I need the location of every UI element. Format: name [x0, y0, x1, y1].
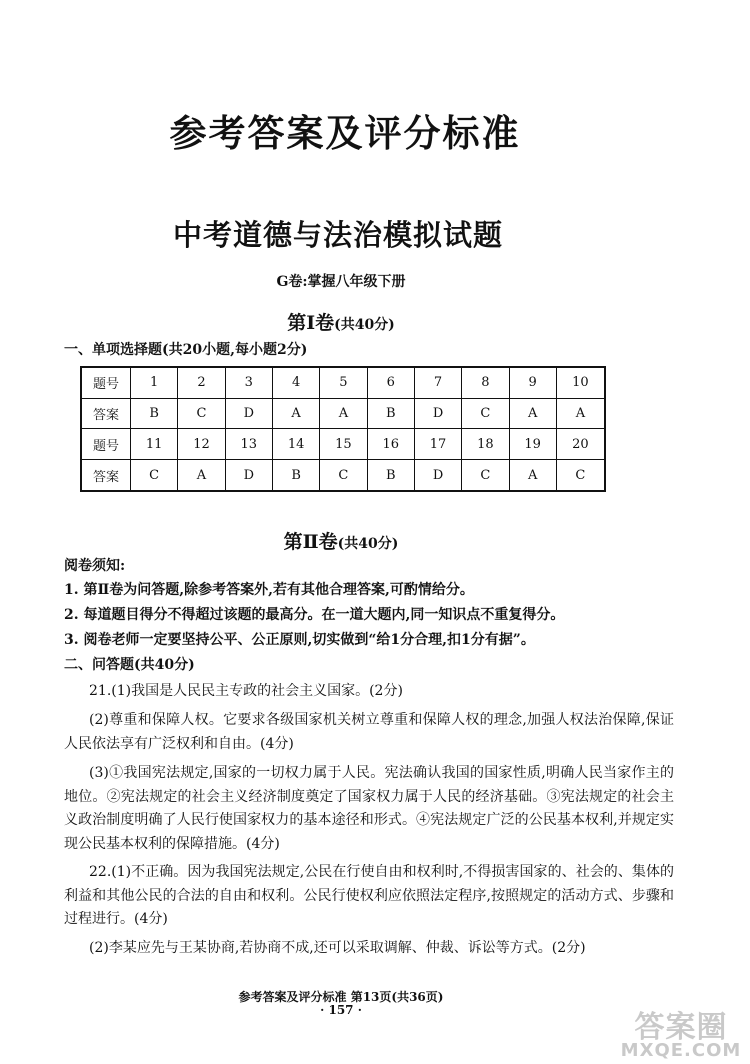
- table-cell: A: [178, 460, 225, 491]
- section-1-heading: 一、单项选择题(共20小题,每小题2分): [64, 342, 308, 358]
- note-2: 2. 每道题目得分不得超过该题的最高分。在一道大题内,同一知识点不重复得分。: [64, 607, 565, 623]
- table-cell: 7: [414, 367, 461, 398]
- note-1: 1. 第Ⅱ卷为问答题,除参考答案外,若有其他合理答案,可酌情给分。: [64, 582, 474, 598]
- table-cell: C: [178, 398, 225, 429]
- table-row: [81, 460, 605, 491]
- watermark: [618, 1002, 744, 1060]
- table-cell: 20: [556, 429, 605, 460]
- table-cell: 12: [178, 429, 225, 460]
- row-label: 答案: [81, 460, 131, 491]
- table-cell: 9: [509, 367, 556, 398]
- answer-21-3: (3)①我国宪法规定,国家的一切权力属于人民。宪法确认我国的国家性质,明确人民当家作主的地位。②宪法规定的社会主义经济制度奠定了国家权力属于人民的经济基础。③宪法规定的社会主义政治制度明确了人民行使国家权力的基本途径和形式。④宪法规定广泛的公民基本权利,并规定实现公民基本权利的保障措施。(4分): [64, 765, 674, 852]
- table-cell: 14: [272, 429, 319, 460]
- row-label: 答案: [81, 398, 131, 429]
- table-cell: D: [225, 460, 272, 491]
- section-2-heading: 二、问答题(共40分): [64, 657, 195, 673]
- table-cell: B: [131, 398, 178, 429]
- table-cell: A: [509, 398, 556, 429]
- table-cell: C: [462, 398, 509, 429]
- watermark-url: MXQE.COM: [620, 1040, 742, 1061]
- row-label: 题号: [81, 367, 131, 398]
- page-title: 参考答案及评分标准: [169, 111, 521, 155]
- table-cell: C: [320, 460, 367, 491]
- answer-21-2: (2)尊重和保障人权。它要求各级国家机关树立尊重和保障人权的理念,加强人权法治保障,保证人民依法享有广泛权利和自由。(4分): [64, 712, 674, 752]
- volume-1-heading: [0, 308, 682, 335]
- table-cell: A: [556, 398, 605, 429]
- table-cell: 13: [225, 429, 272, 460]
- table-cell: 1: [131, 367, 178, 398]
- table-cell: C: [556, 460, 605, 491]
- exam-title: 中考道德与法治模拟试题: [172, 218, 503, 252]
- volume-2-score: (共40分): [337, 536, 399, 552]
- table-cell: 8: [462, 367, 509, 398]
- table-cell: C: [462, 460, 509, 491]
- table-row: [81, 429, 605, 460]
- table-cell: A: [320, 398, 367, 429]
- volume-1-score: (共40分): [334, 317, 395, 333]
- table-cell: C: [131, 460, 178, 491]
- table-cell: B: [272, 460, 319, 491]
- exam-scope: G卷:掌握八年级下册: [276, 274, 406, 290]
- table-cell: 2: [178, 367, 225, 398]
- table-cell: 4: [272, 367, 319, 398]
- table-cell: 19: [509, 429, 556, 460]
- page-number: · 157 ·: [320, 1003, 362, 1017]
- volume-2-name: 第Ⅱ卷: [283, 531, 338, 553]
- table-cell: D: [414, 398, 461, 429]
- answer-22-1: 22.(1)不正确。因为我国宪法规定,公民在行使自由和权利时,不得损害国家的、社会的、集体的利益和其他公民的合法的自由和权利。公民行使权利应依照法定程序,按照规定的活动方式、步骤和过程进行。(4分): [64, 864, 674, 927]
- answer-table: [80, 366, 606, 492]
- table-cell: D: [414, 460, 461, 491]
- page-footer: 参考答案及评分标准 第13页(共36页): [238, 990, 444, 1004]
- table-row: [81, 398, 605, 429]
- table-row: [81, 367, 605, 398]
- table-cell: B: [367, 460, 414, 491]
- table-cell: 10: [556, 367, 605, 398]
- table-cell: 6: [367, 367, 414, 398]
- notes-title: 阅卷须知:: [64, 558, 126, 574]
- answer-22-2: (2)李某应先与王某协商,若协商不成,还可以采取调解、仲裁、诉讼等方式。(2分): [89, 940, 586, 956]
- table-cell: 3: [225, 367, 272, 398]
- volume-1-name: 第Ⅰ卷: [287, 312, 335, 334]
- table-cell: D: [225, 398, 272, 429]
- volume-2-heading: [0, 527, 682, 554]
- table-cell: 15: [320, 429, 367, 460]
- table-cell: 11: [131, 429, 178, 460]
- watermark-logo: 答案圈: [634, 1010, 728, 1045]
- answer-21-1: 21.(1)我国是人民民主专政的社会主义国家。(2分): [89, 683, 403, 699]
- note-3: 3. 阅卷老师一定要坚持公平、公正原则,切实做到“给1分合理,扣1分有据”。: [64, 632, 535, 648]
- row-label: 题号: [81, 429, 131, 460]
- table-cell: 17: [414, 429, 461, 460]
- table-cell: A: [272, 398, 319, 429]
- table-cell: 5: [320, 367, 367, 398]
- table-cell: A: [509, 460, 556, 491]
- table-cell: B: [367, 398, 414, 429]
- table-cell: 18: [462, 429, 509, 460]
- table-cell: 16: [367, 429, 414, 460]
